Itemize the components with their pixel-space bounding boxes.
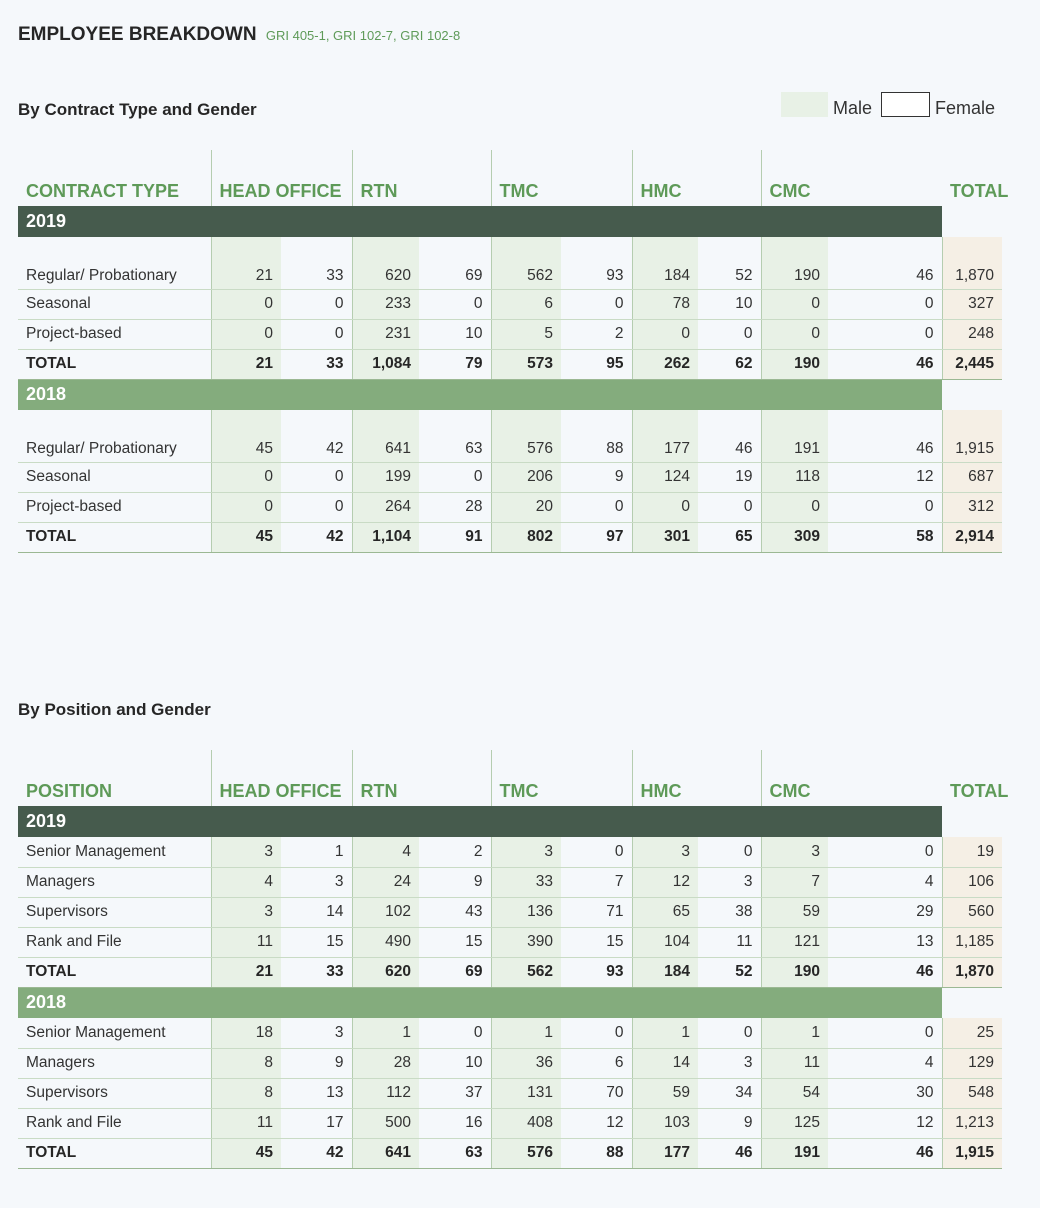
row-label: Regular/ Probationary <box>18 410 211 462</box>
row-total-cell: 687 <box>942 462 1002 492</box>
female-value-cell: 0 <box>281 462 352 492</box>
female-value-cell: 0 <box>419 289 491 319</box>
row-label: Rank and File <box>18 1108 211 1138</box>
male-value-cell: 78 <box>632 289 698 319</box>
female-value-cell: 6 <box>561 1048 632 1078</box>
male-value-cell: 45 <box>211 410 281 462</box>
contract-table <box>18 150 1009 553</box>
row-total-cell: 25 <box>942 1018 1002 1048</box>
female-value-cell: 33 <box>281 237 352 289</box>
year-label: 2018 <box>18 987 942 1018</box>
female-value-cell: 0 <box>828 492 942 522</box>
female-value-cell: 0 <box>419 462 491 492</box>
male-value-cell: 1,104 <box>352 522 419 552</box>
male-value-cell: 8 <box>211 1048 281 1078</box>
male-swatch <box>781 92 828 117</box>
female-value-cell: 19 <box>698 462 761 492</box>
male-value-cell: 1 <box>761 1018 828 1048</box>
male-value-cell: 309 <box>761 522 828 552</box>
male-value-cell: 573 <box>491 349 561 379</box>
table-row <box>18 867 1002 897</box>
column-header-head-office: HEAD OFFICE <box>211 150 352 206</box>
male-value-cell: 1 <box>632 1018 698 1048</box>
table-row <box>18 1048 1002 1078</box>
female-value-cell: 4 <box>828 867 942 897</box>
male-value-cell: 112 <box>352 1078 419 1108</box>
row-label: TOTAL <box>18 522 211 552</box>
row-label: Managers <box>18 1048 211 1078</box>
male-value-cell: 190 <box>761 349 828 379</box>
female-value-cell: 10 <box>419 319 491 349</box>
female-value-cell: 12 <box>828 462 942 492</box>
male-value-cell: 3 <box>211 837 281 867</box>
male-value-cell: 390 <box>491 927 561 957</box>
row-label: TOTAL <box>18 957 211 987</box>
male-value-cell: 136 <box>491 897 561 927</box>
row-total-cell: 548 <box>942 1078 1002 1108</box>
column-header-head-office: HEAD OFFICE <box>211 750 352 806</box>
male-value-cell: 562 <box>491 237 561 289</box>
contract-section-title: By Contract Type and Gender <box>18 100 257 119</box>
female-value-cell: 0 <box>561 492 632 522</box>
female-value-cell: 46 <box>828 410 942 462</box>
male-value-cell: 125 <box>761 1108 828 1138</box>
female-value-cell: 69 <box>419 237 491 289</box>
male-value-cell: 199 <box>352 462 419 492</box>
female-value-cell: 0 <box>698 319 761 349</box>
female-value-cell: 79 <box>419 349 491 379</box>
position-section-title: By Position and Gender <box>18 700 211 719</box>
table-row <box>18 462 1002 492</box>
male-value-cell: 59 <box>632 1078 698 1108</box>
row-label: TOTAL <box>18 349 211 379</box>
female-value-cell: 0 <box>281 289 352 319</box>
column-header-tmc: TMC <box>491 150 632 206</box>
female-value-cell: 0 <box>698 492 761 522</box>
column-header-tmc: TMC <box>491 750 632 806</box>
male-value-cell: 620 <box>352 237 419 289</box>
female-value-cell: 2 <box>419 837 491 867</box>
column-header-category: POSITION <box>26 780 113 801</box>
male-value-cell: 190 <box>761 957 828 987</box>
male-value-cell: 177 <box>632 1138 698 1168</box>
male-value-cell: 0 <box>761 319 828 349</box>
row-total-cell: 1,915 <box>942 410 1002 462</box>
male-value-cell: 102 <box>352 897 419 927</box>
row-label: Regular/ Probationary <box>18 237 211 289</box>
female-value-cell: 0 <box>561 837 632 867</box>
female-value-cell: 3 <box>698 867 761 897</box>
female-value-cell: 0 <box>698 1018 761 1048</box>
female-value-cell: 0 <box>698 837 761 867</box>
table-row <box>18 319 1002 349</box>
female-value-cell: 37 <box>419 1078 491 1108</box>
male-value-cell: 20 <box>491 492 561 522</box>
male-value-cell: 28 <box>352 1048 419 1078</box>
female-value-cell: 33 <box>281 957 352 987</box>
female-value-cell: 69 <box>419 957 491 987</box>
column-header-rtn: RTN <box>352 750 491 806</box>
female-value-cell: 70 <box>561 1078 632 1108</box>
male-value-cell: 500 <box>352 1108 419 1138</box>
row-label: TOTAL <box>18 1138 211 1168</box>
male-value-cell: 0 <box>761 492 828 522</box>
female-value-cell: 65 <box>698 522 761 552</box>
position-table <box>18 750 1009 1169</box>
total-row <box>18 957 1002 987</box>
column-header-hmc: HMC <box>632 150 761 206</box>
row-total-cell: 2,445 <box>942 349 1002 379</box>
male-value-cell: 0 <box>632 319 698 349</box>
female-value-cell: 28 <box>419 492 491 522</box>
title-text: EMPLOYEE BREAKDOWN <box>18 24 257 45</box>
male-value-cell: 21 <box>211 957 281 987</box>
female-value-cell: 46 <box>828 1138 942 1168</box>
female-value-cell: 43 <box>419 897 491 927</box>
male-value-cell: 191 <box>761 1138 828 1168</box>
male-value-cell: 1 <box>491 1018 561 1048</box>
female-value-cell: 30 <box>828 1078 942 1108</box>
male-value-cell: 65 <box>632 897 698 927</box>
row-total-cell: 1,185 <box>942 927 1002 957</box>
female-value-cell: 0 <box>828 289 942 319</box>
female-value-cell: 0 <box>281 319 352 349</box>
column-header-cmc: CMC <box>761 750 942 806</box>
male-value-cell: 11 <box>211 1108 281 1138</box>
male-value-cell: 121 <box>761 927 828 957</box>
male-value-cell: 0 <box>761 289 828 319</box>
male-value-cell: 0 <box>211 319 281 349</box>
female-value-cell: 15 <box>281 927 352 957</box>
row-label: Senior Management <box>18 837 211 867</box>
table-row <box>18 1078 1002 1108</box>
female-value-cell: 4 <box>828 1048 942 1078</box>
row-label: Supervisors <box>18 1078 211 1108</box>
male-value-cell: 7 <box>761 867 828 897</box>
male-value-cell: 59 <box>761 897 828 927</box>
female-value-cell: 0 <box>828 837 942 867</box>
female-value-cell: 9 <box>419 867 491 897</box>
female-value-cell: 62 <box>698 349 761 379</box>
row-total-cell: 560 <box>942 897 1002 927</box>
female-value-cell: 46 <box>828 237 942 289</box>
female-value-cell: 88 <box>561 1138 632 1168</box>
male-value-cell: 11 <box>761 1048 828 1078</box>
table-row <box>18 410 1002 462</box>
female-value-cell: 12 <box>828 1108 942 1138</box>
female-value-cell: 10 <box>698 289 761 319</box>
female-value-cell: 3 <box>698 1048 761 1078</box>
male-value-cell: 262 <box>632 349 698 379</box>
male-value-cell: 33 <box>491 867 561 897</box>
row-label: Project-based <box>18 492 211 522</box>
female-value-cell: 97 <box>561 522 632 552</box>
female-value-cell: 46 <box>828 957 942 987</box>
male-value-cell: 3 <box>761 837 828 867</box>
male-value-cell: 3 <box>491 837 561 867</box>
female-value-cell: 95 <box>561 349 632 379</box>
female-value-cell: 63 <box>419 1138 491 1168</box>
column-header-total: TOTAL <box>950 180 1009 201</box>
female-value-cell: 42 <box>281 1138 352 1168</box>
column-header-rtn: RTN <box>352 150 491 206</box>
female-value-cell: 3 <box>281 1018 352 1048</box>
male-value-cell: 408 <box>491 1108 561 1138</box>
male-value-cell: 233 <box>352 289 419 319</box>
row-total-cell: 1,915 <box>942 1138 1002 1168</box>
row-label: Seasonal <box>18 462 211 492</box>
male-value-cell: 264 <box>352 492 419 522</box>
column-header-category: CONTRACT TYPE <box>26 180 179 201</box>
male-value-cell: 576 <box>491 1138 561 1168</box>
female-value-cell: 91 <box>419 522 491 552</box>
female-value-cell: 33 <box>281 349 352 379</box>
table-header-row <box>18 750 1002 806</box>
column-header-total: TOTAL <box>950 780 1009 801</box>
row-total-cell: 129 <box>942 1048 1002 1078</box>
female-value-cell: 52 <box>698 957 761 987</box>
male-value-cell: 12 <box>632 867 698 897</box>
male-value-cell: 24 <box>352 867 419 897</box>
female-value-cell: 14 <box>281 897 352 927</box>
row-total-cell: 19 <box>942 837 1002 867</box>
female-value-cell: 0 <box>828 319 942 349</box>
female-value-cell: 9 <box>561 462 632 492</box>
table-row <box>18 897 1002 927</box>
female-value-cell: 34 <box>698 1078 761 1108</box>
female-value-cell: 3 <box>281 867 352 897</box>
row-total-cell: 2,914 <box>942 522 1002 552</box>
male-value-cell: 0 <box>211 462 281 492</box>
female-value-cell: 17 <box>281 1108 352 1138</box>
male-value-cell: 11 <box>211 927 281 957</box>
female-value-cell: 46 <box>698 1138 761 1168</box>
male-value-cell: 45 <box>211 1138 281 1168</box>
female-value-cell: 58 <box>828 522 942 552</box>
female-value-cell: 0 <box>281 492 352 522</box>
female-value-cell: 10 <box>419 1048 491 1078</box>
table-row <box>18 1018 1002 1048</box>
female-swatch <box>881 92 930 117</box>
table-row <box>18 837 1002 867</box>
female-value-cell: 13 <box>281 1078 352 1108</box>
female-value-cell: 63 <box>419 410 491 462</box>
male-value-cell: 576 <box>491 410 561 462</box>
female-value-cell: 46 <box>698 410 761 462</box>
female-value-cell: 52 <box>698 237 761 289</box>
row-label: Supervisors <box>18 897 211 927</box>
male-value-cell: 21 <box>211 349 281 379</box>
female-value-cell: 1 <box>281 837 352 867</box>
row-total-cell: 312 <box>942 492 1002 522</box>
year-row <box>18 987 1002 1018</box>
male-value-cell: 177 <box>632 410 698 462</box>
year-label: 2019 <box>18 806 942 837</box>
male-value-cell: 3 <box>632 837 698 867</box>
female-value-cell: 88 <box>561 410 632 462</box>
male-value-cell: 118 <box>761 462 828 492</box>
male-value-cell: 21 <box>211 237 281 289</box>
female-value-cell: 0 <box>561 1018 632 1048</box>
male-value-cell: 124 <box>632 462 698 492</box>
male-value-cell: 191 <box>761 410 828 462</box>
male-value-cell: 18 <box>211 1018 281 1048</box>
legend-male-label: Male <box>833 98 873 118</box>
male-value-cell: 206 <box>491 462 561 492</box>
legend-female-label: Female <box>935 98 996 118</box>
row-total-cell: 106 <box>942 867 1002 897</box>
total-row <box>18 349 1002 379</box>
female-value-cell: 42 <box>281 522 352 552</box>
female-value-cell: 13 <box>828 927 942 957</box>
table-row <box>18 237 1002 289</box>
gri-references: GRI 405-1, GRI 102-7, GRI 102-8 <box>265 28 461 43</box>
male-value-cell: 14 <box>632 1048 698 1078</box>
female-value-cell: 71 <box>561 897 632 927</box>
male-value-cell: 131 <box>491 1078 561 1108</box>
male-value-cell: 36 <box>491 1048 561 1078</box>
female-value-cell: 15 <box>561 927 632 957</box>
row-label: Senior Management <box>18 1018 211 1048</box>
female-value-cell: 16 <box>419 1108 491 1138</box>
table-header-row <box>18 150 1002 206</box>
female-value-cell: 15 <box>419 927 491 957</box>
female-value-cell: 0 <box>828 1018 942 1048</box>
female-value-cell: 12 <box>561 1108 632 1138</box>
row-total-cell: 248 <box>942 319 1002 349</box>
male-value-cell: 4 <box>352 837 419 867</box>
female-value-cell: 9 <box>281 1048 352 1078</box>
row-total-cell: 327 <box>942 289 1002 319</box>
male-value-cell: 8 <box>211 1078 281 1108</box>
year-row <box>18 379 1002 410</box>
female-value-cell: 38 <box>698 897 761 927</box>
year-row <box>18 206 1002 237</box>
male-value-cell: 3 <box>211 897 281 927</box>
male-value-cell: 4 <box>211 867 281 897</box>
row-label: Project-based <box>18 319 211 349</box>
female-value-cell: 93 <box>561 237 632 289</box>
male-value-cell: 641 <box>352 410 419 462</box>
male-value-cell: 1,084 <box>352 349 419 379</box>
column-header-cmc: CMC <box>761 150 942 206</box>
male-value-cell: 5 <box>491 319 561 349</box>
column-header-hmc: HMC <box>632 750 761 806</box>
male-value-cell: 641 <box>352 1138 419 1168</box>
male-value-cell: 1 <box>352 1018 419 1048</box>
female-value-cell: 42 <box>281 410 352 462</box>
female-value-cell: 0 <box>419 1018 491 1048</box>
page-title <box>18 24 460 46</box>
female-value-cell: 0 <box>561 289 632 319</box>
female-value-cell: 46 <box>828 349 942 379</box>
male-value-cell: 802 <box>491 522 561 552</box>
total-row <box>18 522 1002 552</box>
table-row <box>18 927 1002 957</box>
row-total-cell: 1,870 <box>942 237 1002 289</box>
row-label: Managers <box>18 867 211 897</box>
male-value-cell: 301 <box>632 522 698 552</box>
row-label: Seasonal <box>18 289 211 319</box>
male-value-cell: 231 <box>352 319 419 349</box>
female-value-cell: 29 <box>828 897 942 927</box>
male-value-cell: 184 <box>632 957 698 987</box>
table-row <box>18 492 1002 522</box>
male-value-cell: 0 <box>211 289 281 319</box>
female-value-cell: 2 <box>561 319 632 349</box>
male-value-cell: 0 <box>211 492 281 522</box>
female-value-cell: 9 <box>698 1108 761 1138</box>
male-value-cell: 190 <box>761 237 828 289</box>
male-value-cell: 490 <box>352 927 419 957</box>
table-row <box>18 289 1002 319</box>
male-value-cell: 54 <box>761 1078 828 1108</box>
table-row <box>18 1108 1002 1138</box>
year-label: 2019 <box>18 206 942 237</box>
male-value-cell: 45 <box>211 522 281 552</box>
male-value-cell: 103 <box>632 1108 698 1138</box>
row-total-cell: 1,870 <box>942 957 1002 987</box>
year-row <box>18 806 1002 837</box>
total-row <box>18 1138 1002 1168</box>
male-value-cell: 562 <box>491 957 561 987</box>
female-value-cell: 93 <box>561 957 632 987</box>
row-label: Rank and File <box>18 927 211 957</box>
male-value-cell: 184 <box>632 237 698 289</box>
male-value-cell: 6 <box>491 289 561 319</box>
female-value-cell: 7 <box>561 867 632 897</box>
row-total-cell: 1,213 <box>942 1108 1002 1138</box>
male-value-cell: 620 <box>352 957 419 987</box>
year-label: 2018 <box>18 379 942 410</box>
female-value-cell: 11 <box>698 927 761 957</box>
male-value-cell: 0 <box>632 492 698 522</box>
male-value-cell: 104 <box>632 927 698 957</box>
